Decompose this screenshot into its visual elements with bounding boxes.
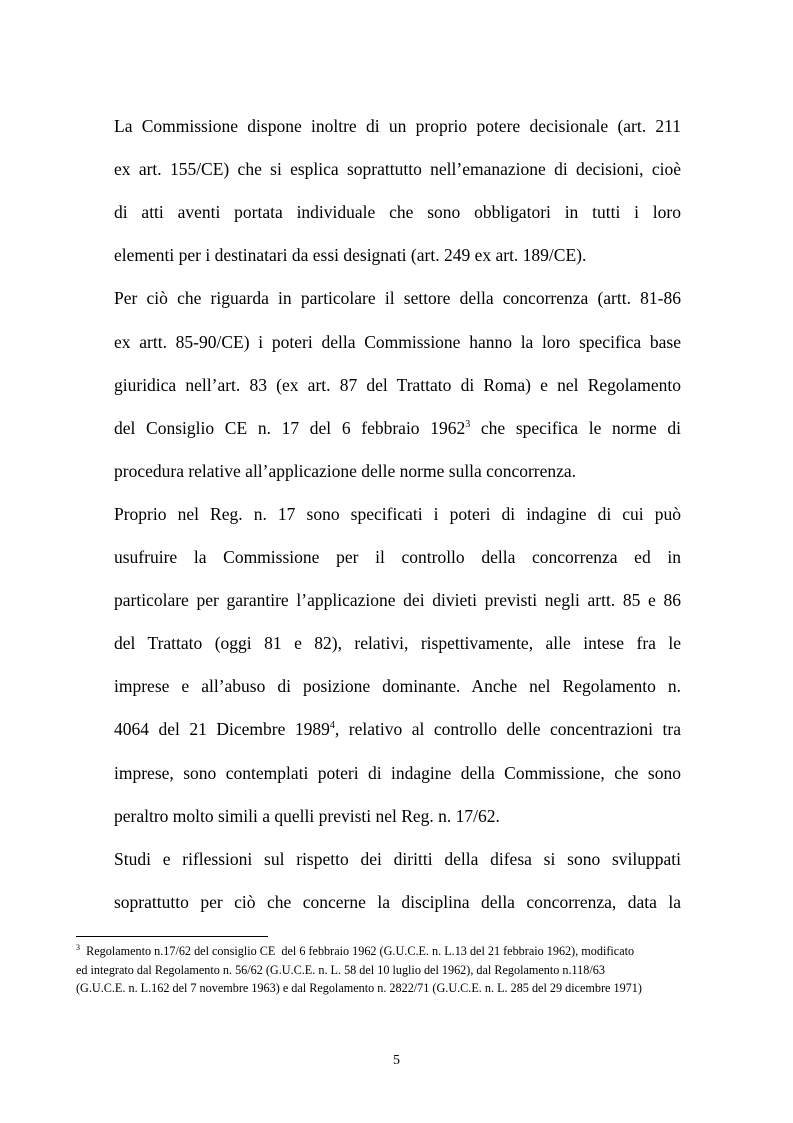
body-line — [114, 416, 681, 440]
body-line-text: del Consiglio CE n. 17 del 6 febbraio 1962 — [114, 417, 466, 438]
body-line — [114, 761, 681, 785]
footnote-separator — [76, 936, 268, 937]
body-line — [114, 330, 681, 354]
body-line-text: procedura relative all’applicazione delle norme sulla concorrenza. — [114, 460, 577, 481]
body-line-text: elementi per i destinatari da essi designati (art. 249 ex art. 189/CE). — [114, 245, 587, 266]
body-line — [114, 373, 681, 397]
footnote-text: ed integrato dal Regolamento n. 56/62 (G.U.C.E. n. L. 58 del 10 luglio del 1962), dal Regolamento n.118/63 — [76, 962, 605, 977]
footnote-line — [76, 962, 716, 978]
body-line — [114, 545, 681, 569]
footnote-text: (G.U.C.E. n. L.162 del 7 novembre 1963) e dal Regolamento n. 2822/71 (G.U.C.E. n. L. 285 del 29 dicembre 1971) — [76, 981, 642, 995]
body-line-text: ex art. 155/CE) che si esplica soprattutto nell’emanazione di decisioni, cioè — [114, 159, 681, 180]
body-line-text: , relativo al controllo delle concentrazioni tra — [334, 719, 682, 740]
footnote-line — [76, 980, 716, 996]
body-line-text: di atti aventi portata individuale che sono obbligatori in tutti i loro — [114, 202, 681, 223]
body-line-text: La Commissione dispone inoltre di un proprio potere decisionale (art. 211 — [114, 116, 681, 136]
body-line — [114, 459, 681, 483]
body-line — [114, 243, 681, 267]
body-line — [114, 157, 681, 181]
body-line-text: imprese, sono contemplati poteri di indagine della Commissione, che sono — [114, 762, 681, 783]
body-line — [114, 717, 681, 741]
body-line-text: imprese e all’abuso di posizione dominante. Anche nel Regolamento n. — [114, 676, 681, 697]
body-line — [114, 588, 681, 612]
body-line-text: Per ciò che riguarda in particolare il settore della concorrenza (artt. 81-86 — [114, 288, 681, 309]
footnote-text: Regolamento n.17/62 del consiglio CE del 6 febbraio 1962 (G.U.C.E. n. L.13 del 21 febbraio 1962), modificato — [80, 944, 635, 958]
body-line — [114, 502, 681, 526]
footnote-line — [76, 943, 716, 959]
body-line-text: 4064 del 21 Dicembre 1989 — [114, 719, 330, 740]
body-line — [114, 286, 681, 310]
body-line — [114, 847, 681, 871]
body-line — [114, 114, 681, 138]
footnote-reference: 3 — [465, 418, 471, 430]
page-number: 5 — [393, 1053, 400, 1068]
body-line — [114, 890, 681, 914]
body-line-text: del Trattato (oggi 81 e 82), relativi, rispettivamente, alle intese fra le — [114, 633, 681, 654]
body-line-text: usufruire la Commissione per il controllo della concorrenza ed in — [114, 547, 681, 567]
footnote-marker: 3 — [76, 942, 80, 952]
body-line-text: Proprio nel Reg. n. 17 sono specificati i poteri di indagine di cui può — [114, 503, 681, 524]
body-line-text: ex artt. 85-90/CE) i poteri della Commissione hanno la loro specifica base — [114, 331, 681, 352]
body-line-text: soprattutto per ciò che concerne la disciplina della concorrenza, data la — [114, 891, 681, 912]
body-line — [114, 631, 681, 655]
body-line-text: che specifica le norme di — [470, 417, 681, 438]
body-line-text: Studi e riflessioni sul rispetto dei diritti della difesa si sono sviluppati — [114, 848, 681, 869]
body-line-text: particolare per garantire l’applicazione dei divieti previsti negli artt. 85 e 86 — [114, 590, 681, 611]
body-line-text: giuridica nell’art. 83 (ex art. 87 del Trattato di Roma) e nel Regolamento — [114, 374, 681, 395]
body-line — [114, 804, 681, 828]
body-line-text: peraltro molto simili a quelli previsti nel Reg. n. 17/62. — [114, 805, 500, 826]
body-line — [114, 674, 681, 698]
footnote-reference: 4 — [329, 720, 335, 732]
body-line — [114, 200, 681, 224]
